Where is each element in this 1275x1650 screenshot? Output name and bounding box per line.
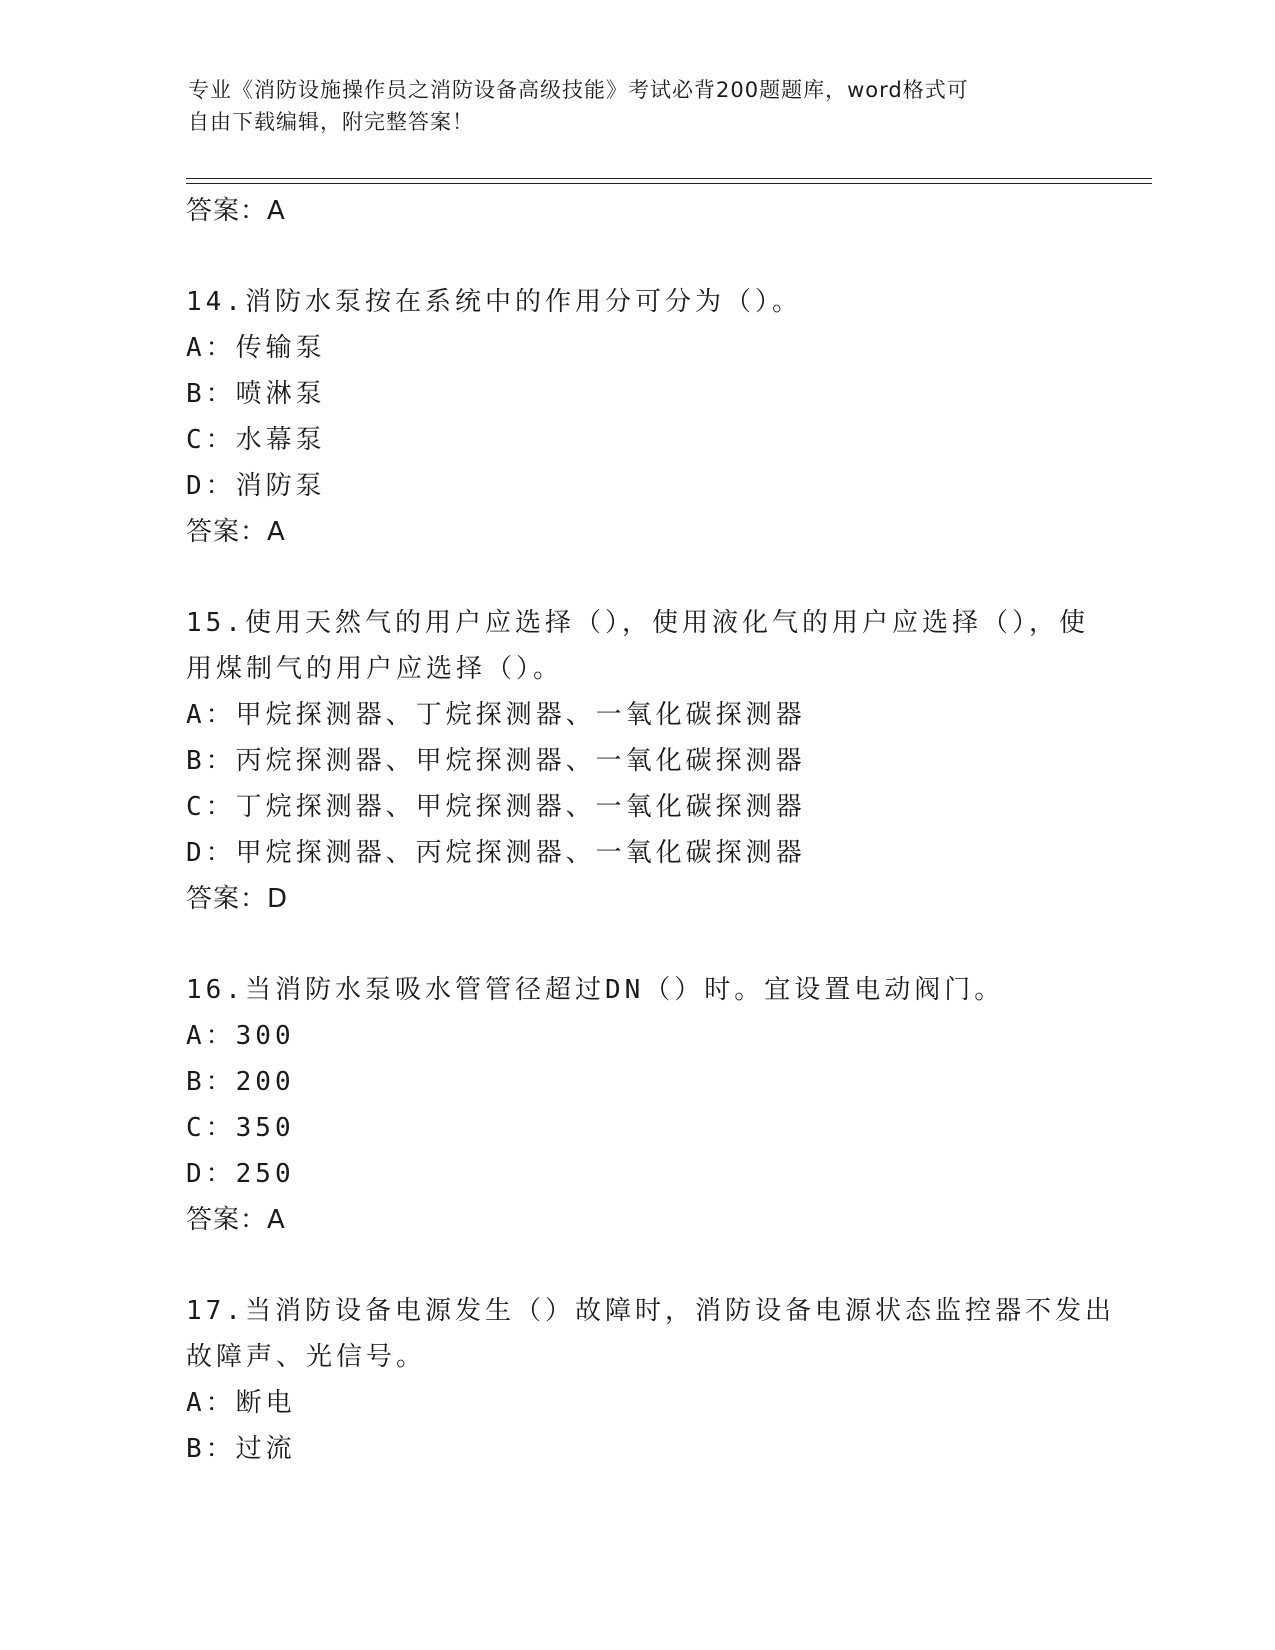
- previous-answer: 答案：A: [186, 196, 286, 226]
- question-stem: 14.消防水泵按在系统中的作用分可分为（）。: [186, 287, 802, 317]
- question-stem: 15.使用天然气的用户应选择（），使用液化气的用户应选择（），使: [186, 608, 1089, 638]
- header-line-1: 专业《消防设施操作员之消防设备高级技能》考试必背200题题库，word格式可: [188, 78, 969, 102]
- header-divider-top: [186, 178, 1152, 179]
- option-c: C：350: [186, 1113, 295, 1143]
- answer: 答案：A: [186, 1205, 286, 1235]
- question-list: [186, 188, 1115, 1472]
- spacer: [186, 922, 1086, 967]
- header-line-2: 自由下载编辑，附完整答案！: [188, 110, 474, 134]
- question-stem-continued: 故障声、光信号。: [186, 1342, 427, 1372]
- answer: 答案：A: [186, 517, 286, 547]
- option-c: C：水幕泵: [186, 425, 326, 455]
- answer: 答案：D: [186, 884, 289, 914]
- question-stem-continued: 用煤制气的用户应选择（）。: [186, 654, 564, 684]
- question-14: [186, 279, 1086, 555]
- header-divider-bottom: [186, 183, 1152, 184]
- option-a: A：断电: [186, 1388, 296, 1418]
- question-16: [186, 967, 1086, 1243]
- question-15: [186, 600, 1089, 922]
- option-a: A：300: [186, 1021, 295, 1051]
- option-b: B：过流: [186, 1434, 296, 1464]
- question-17: [186, 1288, 1115, 1472]
- option-d: D：消防泵: [186, 471, 326, 501]
- document-header: [188, 74, 1088, 138]
- spacer: [186, 1243, 1086, 1288]
- option-a: A：传输泵: [186, 333, 326, 363]
- question-stem: 17.当消防设备电源发生（）故障时，消防设备电源状态监控器不发出: [186, 1296, 1115, 1326]
- option-d: D：250: [186, 1159, 295, 1189]
- question-stem: 16.当消防水泵吸水管管径超过DN（）时。宜设置电动阀门。: [186, 975, 1005, 1005]
- option-a: A：甲烷探测器、丁烷探测器、一氧化碳探测器: [186, 700, 806, 730]
- option-b: B：200: [186, 1067, 295, 1097]
- option-b: B：喷淋泵: [186, 379, 326, 409]
- spacer: [186, 555, 1086, 600]
- option-d: D：甲烷探测器、丙烷探测器、一氧化碳探测器: [186, 838, 806, 868]
- spacer: [186, 234, 1086, 279]
- option-b: B：丙烷探测器、甲烷探测器、一氧化碳探测器: [186, 746, 806, 776]
- option-c: C：丁烷探测器、甲烷探测器、一氧化碳探测器: [186, 792, 806, 822]
